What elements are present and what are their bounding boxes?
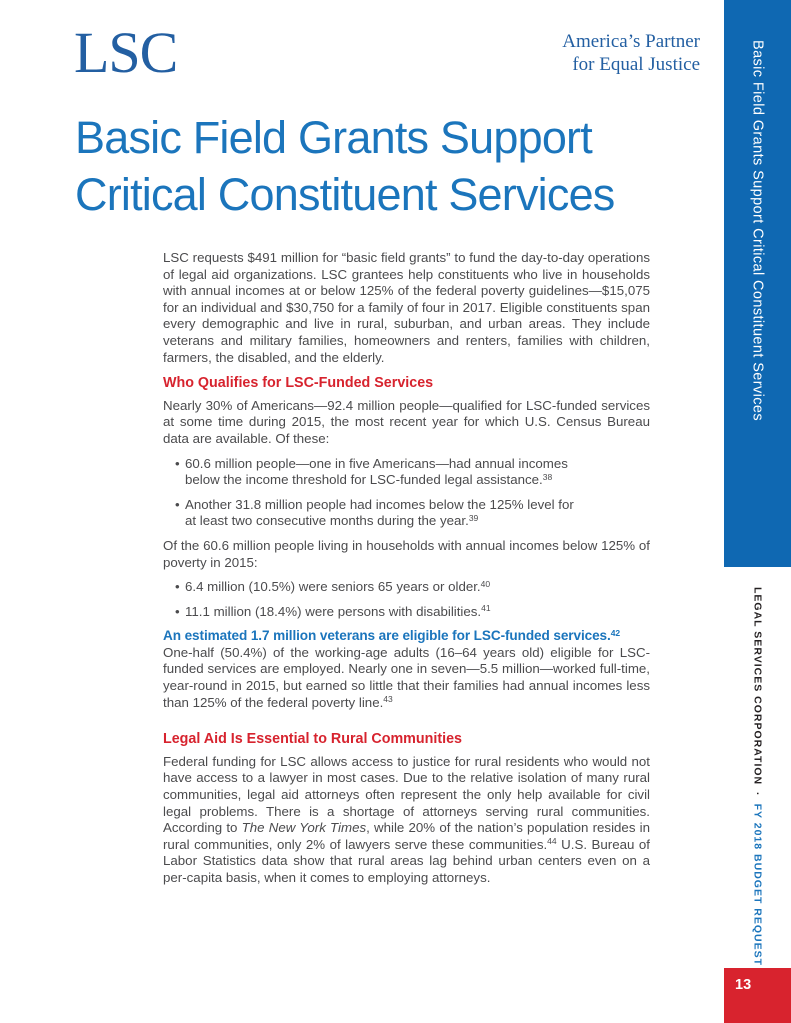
footer-org-name: LEGAL SERVICES CORPORATION [751, 587, 764, 786]
veterans-callout: An estimated 1.7 million veterans are eligible for LSC-funded services.$^{42}$ [163, 627, 620, 644]
bullet-text: 6.4 million (10.5%) were seniors 65 years or older.$^{40}$ [185, 578, 491, 595]
sidebar-footer-text [752, 587, 764, 965]
sidebar-vertical-title: Basic Field Grants Support Critical Constituent Services [749, 40, 766, 422]
tagline-line-2: for Equal Justice [572, 53, 700, 75]
list-item [163, 579, 650, 596]
bullet-icon: • [175, 603, 180, 619]
section-heading-who-qualifies: Who Qualifies for LSC-Funded Services [163, 375, 434, 392]
bullet-text: Another 31.8 million people had incomes below the 125% level for at least two consecutive months during the year.$^{39}$ [185, 496, 574, 529]
list-item [163, 497, 650, 530]
bullet-list-incomes [163, 456, 650, 530]
bullet-icon: • [175, 579, 180, 595]
body-column [163, 250, 650, 887]
list-item [163, 604, 650, 621]
bullet-icon: • [175, 455, 180, 471]
who-qualifies-paragraph-3: One-half (50.4%) of the working-age adults (16–64 years old) eligible for LSC-funded services are employed. Nearly one in seven—5.5 million—worked full-time, year-round in 2015, but earned so little that their families had annual incomes less than 125% of the federal poverty line.$^{43}$ [163, 644, 650, 710]
who-qualifies-paragraph-1: Nearly 30% of Americans—92.4 million people—qualified for LSC-funded services at some time during 2015, the most recent year for which U.S. Census Bureau data are available. Of these: [163, 397, 650, 446]
rural-paragraph: Federal funding for LSC allows access to justice for rural residents who would not have access to a lawyer in most cases. Due to the relative isolation of many rural communities, legal aid attorneys often represent the only help available for civil legal problems. There is a shortage of attorneys serving rural communities. According to The New York Times, while 20% of the nation’s population resides in rural communities, only 2% of lawyers serve these communities.$^{44}$ U.S. Bureau of Labor Statistics data show that rural areas lag behind urban centers even on a per-capita basis, when it comes to employing attorneys. [163, 753, 651, 885]
page-title [75, 109, 615, 223]
page-title-line-1: Basic Field Grants Support [75, 112, 592, 163]
bullet-icon: • [175, 496, 180, 512]
page-number: 13 [735, 977, 752, 993]
lsc-logo: LSC [74, 20, 178, 85]
sidebar-blue-strip [724, 0, 791, 567]
footer-separator-dot: · [751, 792, 764, 797]
page-title-line-2: Critical Constituent Services [75, 169, 615, 220]
footer-doc-name: FY 2018 BUDGET REQUEST [751, 803, 764, 967]
tagline [562, 31, 700, 76]
sidebar-vertical-footer [724, 587, 791, 965]
section-heading-rural: Legal Aid Is Essential to Rural Communities [163, 731, 462, 748]
list-item [163, 456, 650, 489]
who-qualifies-paragraph-2: Of the 60.6 million people living in households with annual incomes below 125% of poverty in 2015: [163, 537, 650, 570]
intro-paragraph: LSC requests $491 million for “basic field grants” to fund the day-to-day operations of legal aid organizations. LSC grantees help constituents who live in households with annual incomes at or below 125% of the federal poverty guidelines—$15,075 for an individual and $30,750 for a family of four in 2017. Eligible constituents span every demographic and live in rural, suburban, and urban areas. They include veterans and military families, homeowners and renters, families with children, farmers, the disabled, and the elderly. [163, 250, 650, 365]
bullet-list-demographics [163, 579, 650, 620]
page-number-box [724, 968, 791, 1023]
tagline-line-1: America’s Partner [562, 31, 700, 52]
bullet-text: 11.1 million (18.4%) were persons with disabilities.$^{41}$ [185, 603, 491, 619]
bullet-text: 60.6 million people—one in five Americans—had annual incomes below the income threshold for LSC-funded legal assistance.$^{38}$ [185, 455, 568, 488]
